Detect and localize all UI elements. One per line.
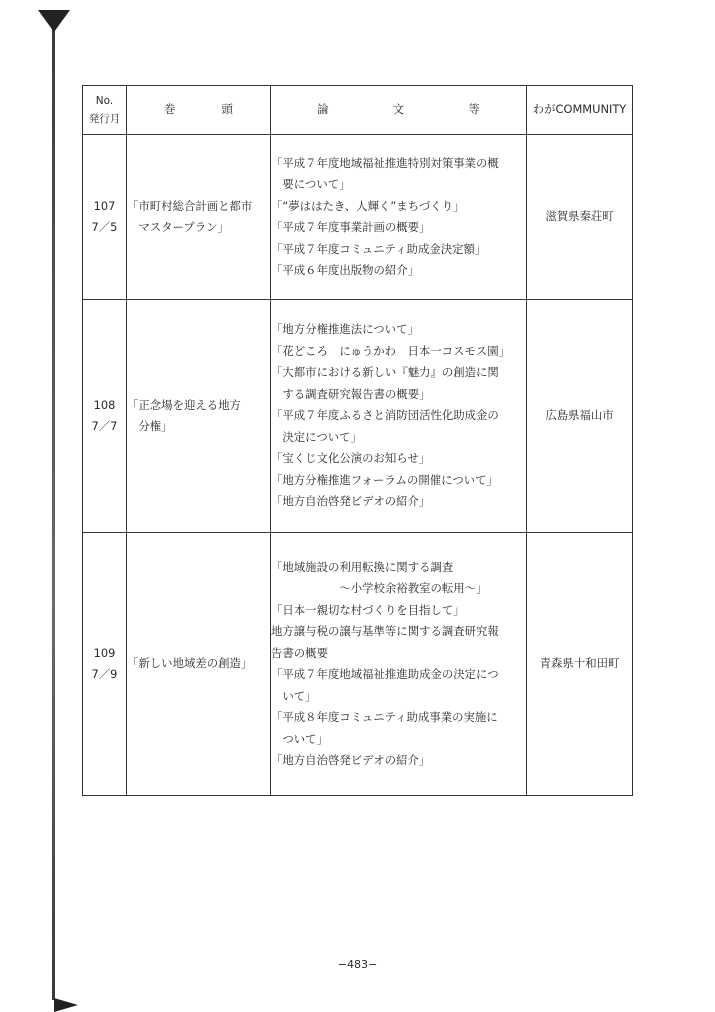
header-community: わがCOMMUNITY bbox=[527, 86, 633, 135]
paper-line: 「地方分権推進フォーラムの開催について」 bbox=[271, 472, 498, 487]
papers-cell bbox=[271, 300, 527, 533]
community-cell: 広島県福山市 bbox=[527, 300, 633, 533]
table-row bbox=[83, 300, 633, 533]
paper-line: する調査研究報告書の概要」 bbox=[271, 386, 431, 401]
paper-line: 「地方自治啓発ビデオの紹介」 bbox=[271, 494, 431, 509]
paper-line: 「地域施設の利用転換に関する調査 bbox=[271, 559, 454, 574]
issue-date: 7／5 bbox=[91, 220, 118, 234]
paper-line: 地方譲与税の譲与基準等に関する調査研究報 bbox=[271, 624, 499, 638]
paper-line: 「大都市における新しい『魅力』の創造に関 bbox=[271, 365, 499, 380]
paper-line: 「花どころ にゅうかわ 日本一コスモス園」 bbox=[271, 343, 510, 358]
issue-date: 7／7 bbox=[91, 419, 118, 433]
binding-line bbox=[52, 14, 55, 1000]
paper-line: 「平成８年度コミュニティ助成事業の実施に bbox=[271, 710, 498, 724]
paper-line: 「平成７年度ふるさと消防団活性化助成金の bbox=[271, 408, 499, 423]
lead-article-line: マスタープラン」 bbox=[127, 220, 229, 234]
header-papers-char: 等 bbox=[468, 102, 480, 117]
header-papers-char: 文 bbox=[392, 102, 405, 117]
community-cell: 滋賀県秦荘町 bbox=[527, 135, 633, 300]
header-row bbox=[83, 86, 633, 135]
paper-line: 「地方分権推進法について」 bbox=[271, 322, 419, 337]
lead-article-line: 「新しい地域差の創造」 bbox=[127, 656, 253, 671]
lead-article-cell bbox=[127, 135, 271, 300]
header-title-char: 頭 bbox=[221, 102, 233, 117]
lead-article-line: 「正念場を迎える地方 bbox=[127, 397, 241, 412]
paper-line: 「平成６年度出版物の紹介」 bbox=[271, 263, 420, 277]
lead-article-line: 「市町村総合計画と都市 bbox=[127, 198, 253, 213]
community-cell: 青森県十和田町 bbox=[527, 533, 633, 796]
binding-mark-top bbox=[38, 10, 70, 32]
issue-cell bbox=[83, 300, 127, 533]
paper-line: 「平成７年度事業計画の概要」 bbox=[271, 220, 431, 234]
lead-article-line: 分権」 bbox=[127, 419, 173, 433]
header-title-char: 巻 bbox=[164, 102, 176, 117]
papers-cell bbox=[271, 135, 527, 300]
paper-line: 告書の概要 bbox=[271, 645, 328, 660]
issue-cell bbox=[83, 533, 127, 796]
issue-cell bbox=[83, 135, 127, 300]
page-number: −483− bbox=[337, 958, 378, 971]
issue-number: 108 bbox=[93, 397, 116, 412]
papers-cell bbox=[271, 533, 527, 796]
lead-article-cell bbox=[127, 533, 271, 796]
table-row bbox=[83, 135, 633, 300]
publication-table bbox=[82, 85, 633, 796]
paper-line: 「地方自治啓発ビデオの紹介」 bbox=[271, 753, 431, 767]
issue-number: 109 bbox=[93, 645, 116, 660]
paper-line: ついて」 bbox=[271, 731, 328, 746]
header-papers-char: 論 bbox=[317, 102, 329, 117]
paper-line: 要について」 bbox=[271, 177, 351, 191]
header-no: No. bbox=[95, 95, 114, 107]
paper-line: 決定について」 bbox=[271, 429, 362, 444]
header-month: 発行月 bbox=[88, 113, 121, 125]
paper-line: 「“夢ははたき、人輝く”まちづくり」 bbox=[271, 198, 465, 213]
paper-line: 「宝くじ文化公演のお知らせ」 bbox=[271, 451, 431, 466]
header-papers bbox=[271, 86, 527, 135]
paper-line: 「日本一親切な村づくりを目指して」 bbox=[271, 602, 465, 617]
lead-article-cell bbox=[127, 300, 271, 533]
header-no-month bbox=[83, 86, 127, 135]
binding-mark-bottom bbox=[54, 998, 78, 1012]
paper-line: ～小学校余裕教室の転用～」 bbox=[271, 581, 488, 595]
paper-line: 「平成７年度地域福祉推進助成金の決定につ bbox=[271, 667, 499, 681]
table-row bbox=[83, 533, 633, 796]
header-title bbox=[127, 86, 271, 135]
paper-line: いて」 bbox=[271, 688, 317, 703]
issue-number: 107 bbox=[93, 198, 116, 213]
paper-line: 「平成７年度コミュニティ助成金決定額」 bbox=[271, 241, 487, 256]
paper-line: 「平成７年度地域福祉推進特別対策事業の概 bbox=[271, 155, 499, 170]
issue-date: 7／9 bbox=[91, 667, 118, 681]
